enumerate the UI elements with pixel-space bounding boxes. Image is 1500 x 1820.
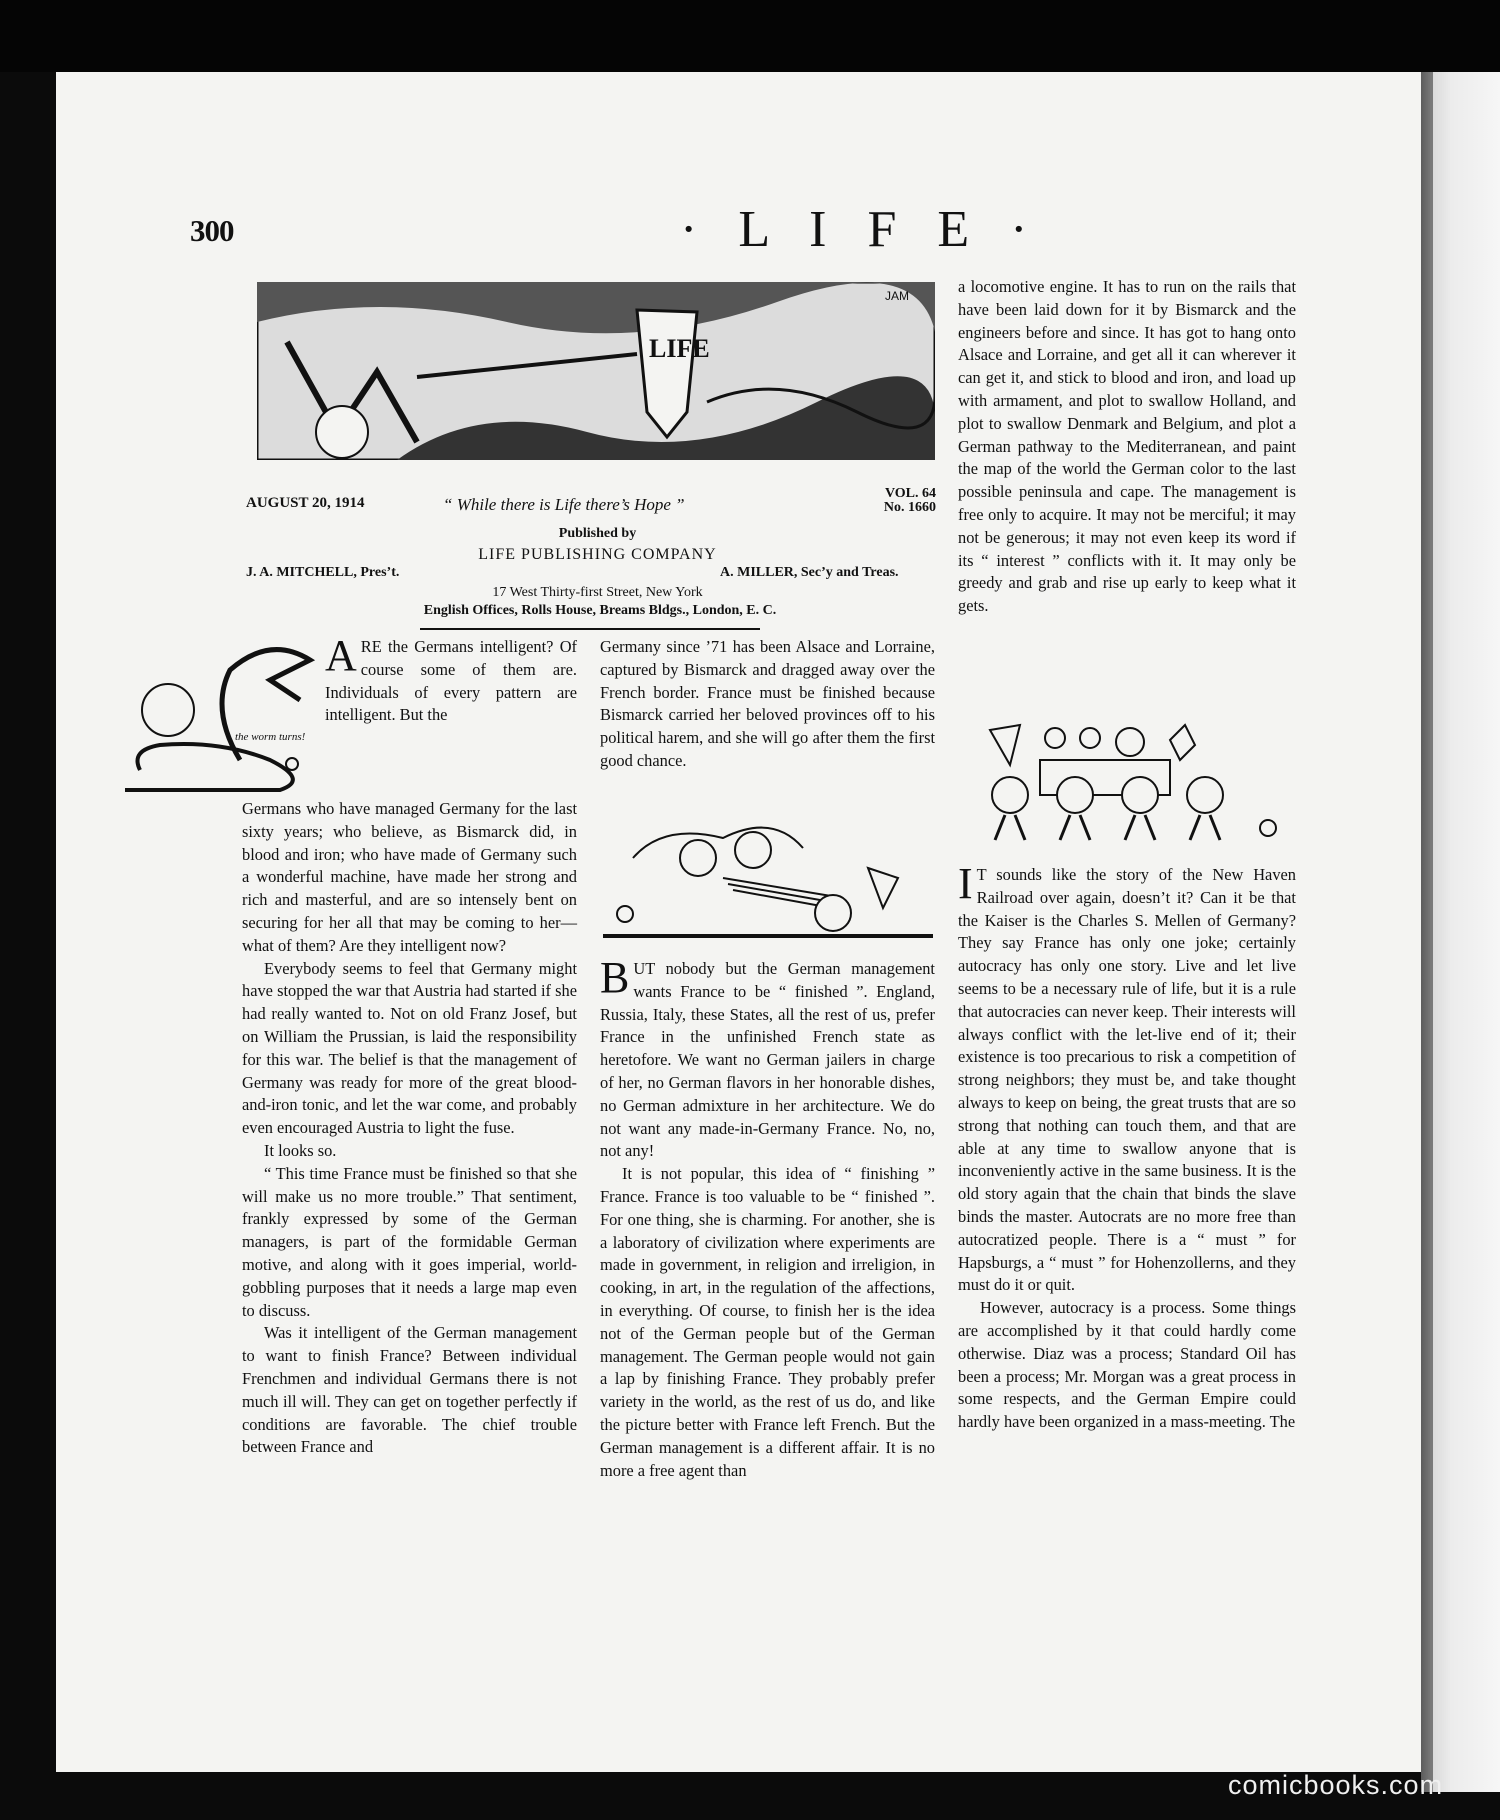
col2-paragraph-3: It is not popular, this idea of “ finishing ” France. France is too valuable to be “ finished ”. For one thing, she is charming. For another, she is a laboratory of civilization where experiments are made in government, in religion and irreligion, in cooking, in art, in the regulation of the affections, in everything. Of course, to finish her is the idea not of the German people but of the German management. The German people would not gain a lap by finishing France. They probably prefer variety in the world, as the rest of us do, and like the picture better with France left French. But the German management is a different affair. It is no more a free agent than — [600, 1164, 935, 1480]
page-number: 300 — [190, 213, 234, 248]
col1-paragraph-5: Was it intelligent of the German management to want to finish France? Between individual Frenchmen and individual Germans there is not much ill will. They can get on together perfectly if conditions are favorable. The chief trouble between France and — [242, 1323, 577, 1457]
binding-shadow — [1421, 72, 1433, 1792]
secretary-credit: A. MILLER, Sec’y and Treas. — [720, 565, 899, 580]
col1-paragraph-1: Germans who have managed Germany for the last sixty years; who believe, as Bismarck did, in blood and iron; who have made of Germany such a wonderful machine, have made her strong and rich and masterful, and are so intensely bent on securing for her all that may be coming to her—what of them? Are they intelligent now? — [242, 799, 577, 955]
scan-border-top — [0, 0, 1500, 72]
article-column-2 — [600, 953, 935, 1482]
col1-opening-text: RE the Germans intelligent? Of course some of them are. Individuals of every pattern are intelligent. But the — [325, 637, 577, 725]
worm-cartoon — [120, 640, 316, 796]
english-offices: English Offices, Rolls House, Breams Bldgs., London, E. C. — [423, 603, 777, 618]
col2-paragraph-2: UT nobody but the German management wants France to be “ finished ”. England, Russia, Italy, these States, all the rest of us, prefer France in the unfinished French state as heretofore. We want no German jailers in charge of her, no German flavors in her honorable dishes, no German admixture in her architecture. We do not want any made-in-Germany France. No, no, not any! — [600, 959, 935, 1161]
col3-paragraph-1: a locomotive engine. It has to run on the rails that have been laid down for it by Bismarck and the engineers before and since. It has got to hang onto Alsace and Lorraine, and get all it can wherever it can get it, and stick to blood and iron, and load up with armament, and plot to swallow Holland, and plot to swallow Denmark and Belgium, and plot a German pathway to the Mediterranean, and paint the map of the world the German color to the last possible peninsula and cape. The management is free only to acquire. It may not be merciful; it may not be generous; it may not even keep its word if its “ interest ” conflicts with it. It may only be greedy and grab and rise up early to keep what it gets. — [958, 277, 1296, 616]
shield-text: LIFE — [649, 334, 710, 363]
watermark: comicbooks.com — [1228, 1770, 1444, 1800]
dropcap-b: B — [600, 953, 630, 1002]
masthead-title: · L I F E · — [680, 201, 1042, 258]
cherubs-cartoon — [603, 818, 933, 940]
article-column-3-top — [958, 276, 1296, 618]
col1-paragraph-4: “ This time France must be finished so that she will make us no more trouble.” That sentiment, frankly expressed by some of the German managers, is part of the formidable German motive, and along with it goes imperial, world-gobbling purposes that it needs a large map even to discuss. — [242, 1163, 577, 1320]
published-by: Published by — [558, 526, 637, 541]
col1-paragraph-3: It looks so. — [264, 1140, 337, 1160]
col1-paragraph-2: Everybody seems to feel that Germany might have stopped the war that Austria had started if she had really wanted to. Not on old Franz Josef, but on William the Prussian, is laid the responsibility for this war. The belief is that the management of Germany was ready for more of the great blood-and-iron tonic, and let the war come, and probably even encouraged Austria to light the fuse. — [242, 958, 577, 1138]
cartoon-caption: the worm turns! — [235, 731, 306, 743]
publisher-address: 17 West Thirty-first Street, New York — [492, 585, 703, 600]
article-column-2-top — [600, 636, 935, 773]
article-column-3 — [958, 859, 1296, 1434]
issue-number: No. 1660 — [883, 500, 936, 515]
article-column-1 — [242, 798, 577, 1459]
volume-number: VOL. 64 — [884, 486, 936, 501]
president-credit: J. A. MITCHELL, Pres’t. — [246, 565, 400, 580]
issue-date: AUGUST 20, 1914 — [246, 495, 365, 511]
masthead-motto: “ While there is Life there’s Hope ” — [443, 495, 685, 514]
volume-block — [870, 487, 936, 515]
header-divider — [420, 628, 760, 630]
col2-paragraph-1: Germany since ’71 has been Alsace and Lorraine, captured by Bismarck and dragged away over the French border. France must be finished because Bismarck carried her beloved provinces off to his political harem, and she will go after them the first good chance. — [600, 637, 935, 770]
publisher-name: LIFE PUBLISHING COMPANY — [478, 546, 717, 563]
col3-paragraph-2: T sounds like the story of the New Haven Railroad over again, doesn’t it? Can it be that the Kaiser is the Charles S. Mellen of Germany? They say France has only one joke; certainly autocracy has only one story. Live and let live seems to be a necessary rule of life, but it is a rule that autocracies can never keep. Their interests will always conflict with the let-live end of it; their existence is too precarious to risk a competition of strong neighbors; they must be, and take thought always to keep on being, the great trusts that are so strong that nothing can touch them, and that are able at any time to swallow anyone that is inconveniently active in the same business. It is the old story again that the chain that binds the slave binds the master. Autocrats are no more free than autocratized people. There is a “ must ” for Hapsburgs, a “ must ” for Hohenzollerns, and they must do it or quit. — [958, 865, 1296, 1295]
marching-figures-cartoon — [980, 720, 1280, 850]
dropcap-i: I — [958, 859, 973, 908]
col3-paragraph-3: However, autocracy is a process. Some things are accomplished by it that could hardly come otherwise. Diaz was a process; Standard Oil has been a process; Mr. Morgan was a great process in some respects, and the German Empire could hardly have been organized in a mass-meeting. The — [958, 1298, 1296, 1432]
dropcap-a: A — [325, 631, 357, 680]
artist-signature: JAM — [885, 289, 909, 303]
header-illustration — [257, 282, 935, 460]
article-column-1-opening — [325, 631, 577, 727]
